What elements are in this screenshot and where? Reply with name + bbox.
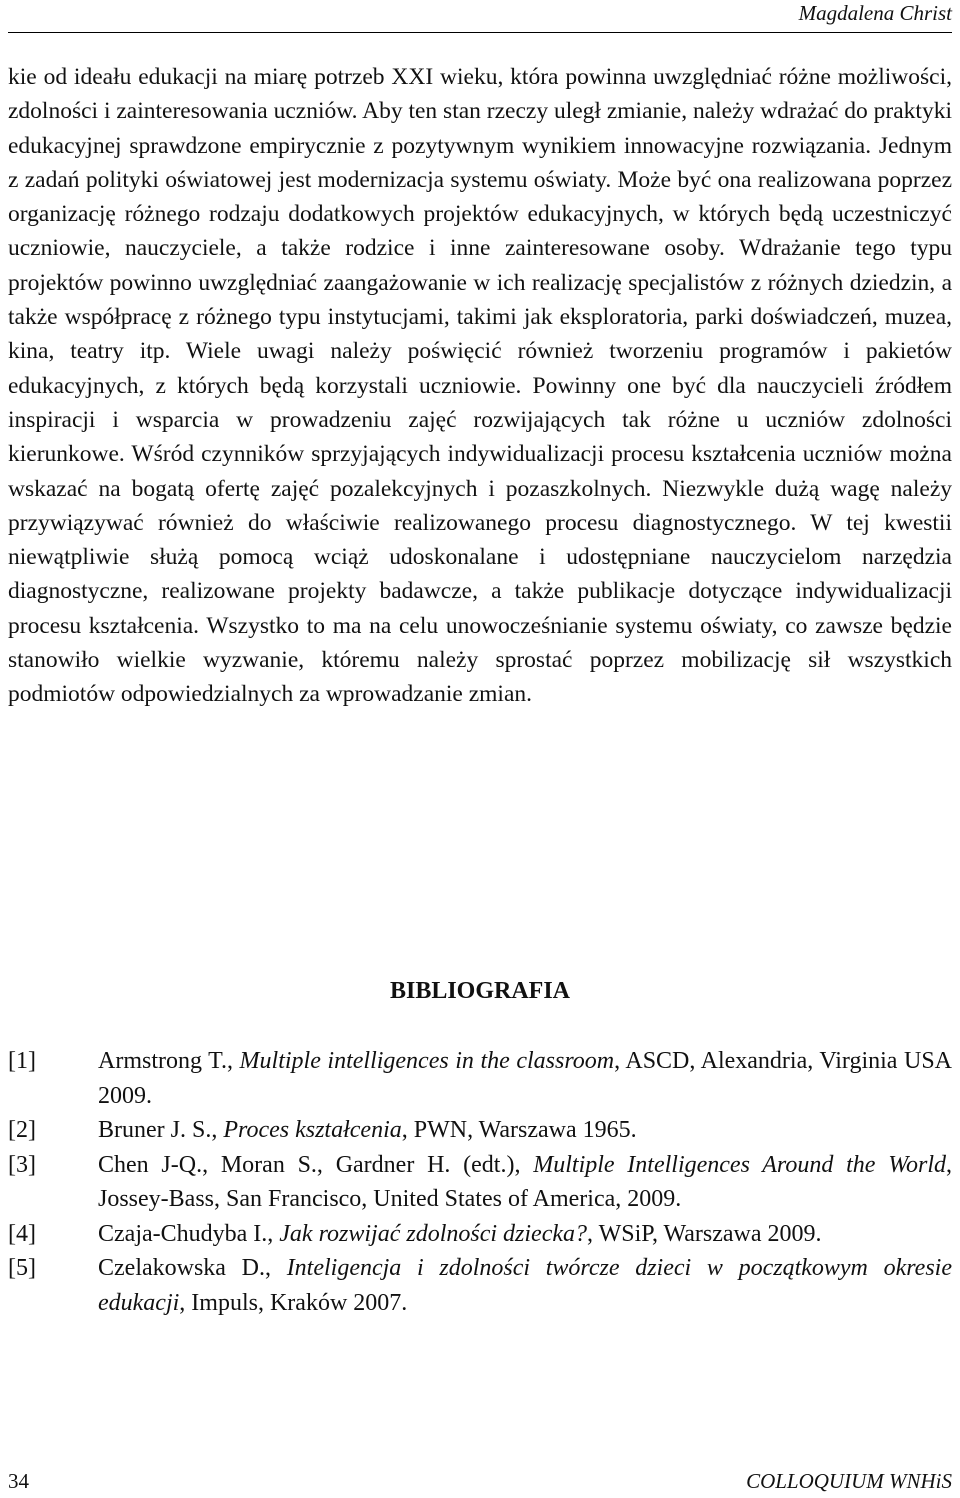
bibliography-entry-author: Chen J-Q., Moran S., Gardner H. (edt.), [98, 1151, 534, 1178]
bibliography-entry-title: Multiple intelligences in the classroom [239, 1048, 615, 1074]
bibliography-entry-number: [3] [8, 1151, 36, 1178]
bibliography-list [8, 1044, 952, 1320]
bibliography-entry-title: Multiple Intelligences Around the World [533, 1151, 946, 1178]
bibliography-entry-text [98, 1044, 952, 1113]
bibliography-entry-author: Czelakowska D., [98, 1255, 287, 1281]
bibliography-entry-title: Jak rozwijać zdolności dziecka? [279, 1220, 588, 1247]
bibliography-entry-author: Czaja-Chudyba I., [98, 1220, 280, 1247]
bibliography-entry-publisher: , Jossey-Bass, San Francisco, United States of America, 2009. [98, 1151, 952, 1212]
bibliography-entry-text [98, 1251, 952, 1320]
bibliography-entry [8, 1148, 952, 1217]
body-paragraph: kie od ideału edukacji na miarę potrzeb XXI wieku, która powinna uwzględniać różne możliwości, zdolności i zainteresowania uczniów. Aby ten stan rzeczy uległ zmianie, należy wdrażać do praktyki edukacyjnej sprawdzone empirycznie z pozytywnym wynikiem innowacyjne rozwiązania. Jednym z zadań polityki oświatowej jest modernizacja systemu oświaty. Może być ona realizowana poprzez organizację różnego rodzaju dodatkowych projektów edukacyjnych, w których będą uczestniczyć uczniowie, nauczyciele, a także rodzice i inne zainteresowane osoby. Wdrażanie tego typu projektów powinno uwzględniać zaangażowanie w ich realizację specjalistów z różnych dziedzin, a także współpracę z różnego typu instytucjami, takimi jak eksploratoria, parki doświadczeń, muzea, kina, teatry itp. Wiele uwagi należy poświęcić również tworzeniu programów i pakietów edukacyjnych, z których będą korzystali uczniowie. Powinny one być dla nauczycieli źródłem inspiracji i wsparcia w prowadzeniu zajęć rozwijających tak różne u uczniów zdolności kierunkowe. Wśród czynników sprzyjających indywidualizacji procesu kształcenia uczniów można wskazać na bogatą ofertę zajęć pozalekcyjnych i pozaszkolnych. Niezwykle dużą wagę należy przywiązywać również do właściwie realizowanego procesu diagnostycznego. W tej kwestii niewątpliwie służą pomocą wciąż udoskonalane i udostępniane nauczycielom narzędzia diagnostyczne, realizowane projekty badawcze, a także publikacje dotyczące indywidualizacji procesu kształcenia. Wszystko to ma na celu unowocześnianie systemu oświaty, co zawsze będzie stanowiło wielkie wyzwanie, któremu należy sprostać poprzez mobilizację sił wszystkich podmiotów odpowiedzialnych za wprowadzanie zmian. [8, 64, 952, 708]
bibliography-entry-number: [4] [8, 1220, 36, 1247]
bibliography-entry-number: [5] [8, 1255, 36, 1281]
running-head-author: Magdalena Christ [8, 0, 952, 33]
bibliography-entry-text [98, 1217, 952, 1252]
bibliography-entry-number: [2] [8, 1117, 36, 1143]
bibliography-entry-text [98, 1148, 952, 1217]
bibliography-entry-number: [1] [8, 1048, 36, 1074]
bibliography-entry-title: Inteligencja i zdolności twórcze dzieci w początkowym okresie edukacji [98, 1255, 952, 1316]
bibliography-entry-publisher: , PWN, Warszawa 1965. [401, 1117, 637, 1143]
bibliography-heading: BIBLIOGRAFIA [389, 978, 571, 1004]
bibliography-entry [8, 1251, 952, 1320]
bibliography-entry-publisher: , ASCD, Alexandria, Virginia USA 2009. [98, 1048, 953, 1109]
bibliography-entry [8, 1044, 952, 1113]
bibliography-entry [8, 1217, 952, 1252]
bibliography-entry-text [98, 1113, 952, 1148]
bibliography-entry-publisher: , WSiP, Warszawa 2009. [587, 1220, 822, 1247]
bibliography-entry-author: Bruner J. S., [98, 1117, 224, 1143]
bibliography-entry-publisher: , Impuls, Kraków 2007. [179, 1289, 408, 1316]
bibliography-entry-author: Armstrong T., [98, 1048, 240, 1074]
page-number: 34 [8, 1469, 29, 1493]
bibliography-entry [8, 1113, 952, 1148]
bibliography-entry-title: Proces kształcenia [223, 1117, 402, 1143]
journal-name: COLLOQUIUM WNHiS [746, 1469, 952, 1493]
